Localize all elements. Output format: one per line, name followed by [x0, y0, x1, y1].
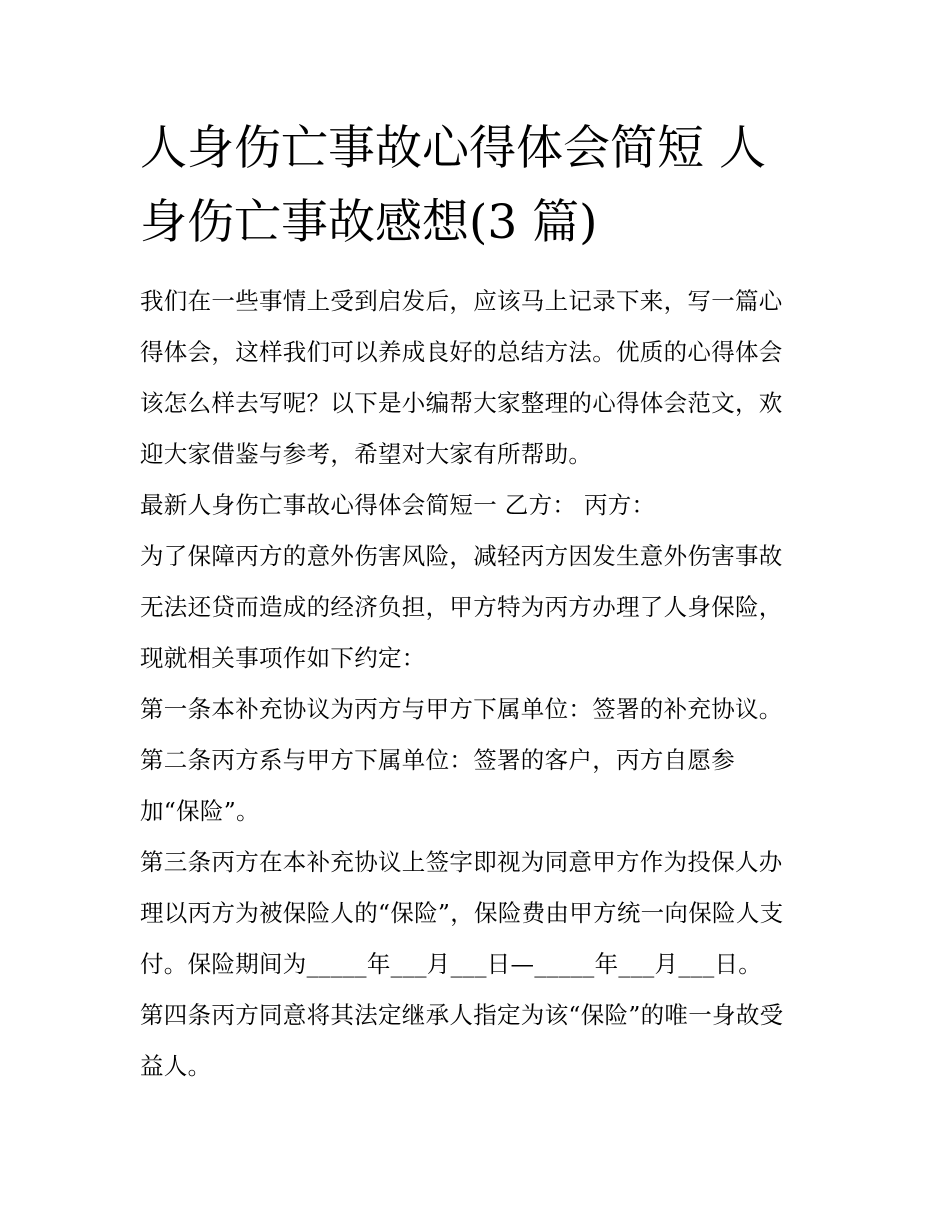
article-3-line: 付。保险期间为_____年___月___日—_____年___月___日。	[140, 950, 763, 978]
section-heading-line: 最新人身伤亡事故心得体会简短一 乙方： 丙方：	[140, 491, 656, 519]
document-body	[140, 282, 830, 1098]
body-line: 现就相关事项作如下约定：	[140, 644, 426, 672]
title-line-2: 身伤亡事故感想(3 篇)	[140, 195, 598, 250]
body-line: 得体会，这样我们可以养成良好的总结方法。优质的心得体会	[140, 338, 783, 366]
article-2-line: 第二条丙方系与甲方下属单位：签署的客户，丙方自愿参	[140, 746, 735, 774]
article-3-line: 理以丙方为被保险人的“保险”，保险费由甲方统一向保险人支	[140, 899, 784, 927]
article-4-line: 第四条丙方同意将其法定继承人指定为该“保险”的唯一身故受	[140, 1001, 784, 1029]
title-line-1: 人身伤亡事故心得体会简短 人	[140, 121, 766, 176]
body-line: 我们在一些事情上受到启发后，应该马上记录下来，写一篇心	[140, 287, 783, 315]
body-line: 无法还贷而造成的经济负担，甲方特为丙方办理了人身保险，	[140, 593, 783, 621]
article-3-line: 第三条丙方在本补充协议上签字即视为同意甲方作为投保人办	[140, 848, 783, 876]
body-line: 该怎么样去写呢？以下是小编帮大家整理的心得体会范文，欢	[140, 389, 783, 417]
document-title	[140, 112, 820, 260]
body-line: 为了保障丙方的意外伤害风险，减轻丙方因发生意外伤害事故	[140, 542, 783, 570]
article-2-line: 加“保险”。	[140, 797, 260, 825]
article-4-line: 益人。	[140, 1052, 212, 1080]
body-line: 迎大家借鉴与参考，希望对大家有所帮助。	[140, 440, 593, 468]
article-1-line: 第一条本补充协议为丙方与甲方下属单位：签署的补充协议。	[140, 695, 783, 723]
